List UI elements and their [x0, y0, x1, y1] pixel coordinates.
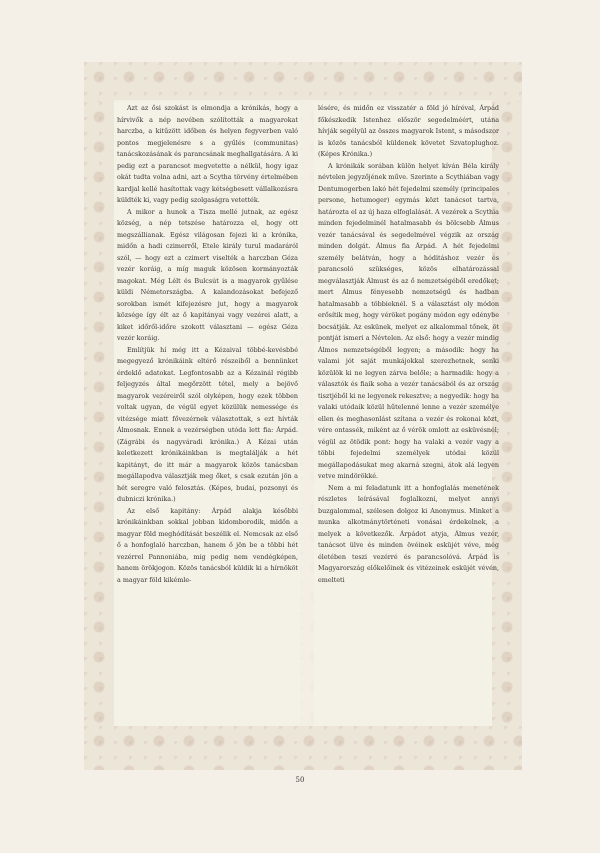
paragraph: Nem a mi feladatunk itt a honfoglalás menetének részletes leírásával foglalkozni, melyet annyi buzgalommal, szélesen dolgoz ki Anonymus. Minket a munka alkotmánytörténeti vonásai érdekelnek, a melyek a következők. Árpádot atyja, Álmus vezér, tanácsot ülve és minden övéinek esküjét véve, még életében teszi vezérré és parancsolóvá. Árpád is Magyarország előkelőinek és vitézeinek esküjét vévén, emelteti — [318, 483, 499, 584]
paragraph: Az első kapitány: Árpád alakja későbbi krónikáinkban sokkal jobban kidomborodik, midőn a magyar föld meghódítását beszélik el. Nemcsak az első ő a honfoglaló harczban, hanem ő jön be a többi hét vezérrel Pannoniába, mig pedig nem vendégképen, hanem örökjogon. Közös tanácsból küldik ki a hírnököt a magyar föld kikémle- — [117, 506, 298, 584]
text-column-left — [117, 103, 298, 723]
text-column-right — [318, 103, 499, 723]
ornamental-border-left — [84, 102, 114, 726]
ornamental-border-bottom — [84, 726, 522, 770]
paragraph: A krónikák sorában külön helyet kíván Béla király névtelen jegyzőjének műve. Szerinte a Scythiában vagy Dentumogerben lakó hét fejedelmi személy (principales persone, hetumoger) egymás közt tanácsot tartva, határozta el az új haza elfoglalását. A vezérek a Scythia minden fejedelminél hatalmasabb és bölcsebb Álmus vezér tanácsával és segedelmével végzik az ország minden dolgát. Álmus fia Árpád. A hét fejedelmi személy belátván, hogy a hóditáshoz vezér és parancsoló szükséges, közös elhatározással megválasztják Álmust és az ő nemzetségéből eredőket; mert Álmus fényesebb nemzetségű és hadban hatalmasabb a többieknél. S a választást oly módon erősítik meg, hogy véröket pogány módon egy edénybe bocsátják. Az eskünek, melyet ez alkalommal tőnek, öt pontját ismeri a Névtelen. Az első: hogy a vezér mindig Álmos nemzetségéből legyen; a második: hogy ha valami jót saját munkájokkal szerezhetnek, senki közülök ki ne legyen zárva belőle; a harmadik: hogy a választók és fiaik soha a vezér tanácsából és az ország tisztjéből ki ne legyenek rekesztve; a negyedik: hogy ha valaki utódaik közül hűtelenné lenne a vezér személye ellen és meghasonlást szítana a vezér és rokonai közt, vére ontassék, miként az ő vérök omlott az esküvésnél; végül az ötödik pont: hogy ha valaki a vezér vagy a többi fejedelmi személyek utódai közül megállapodásukat meg akarná szegni, átok alá legyen vetve mindörökké. — [318, 161, 499, 480]
paragraph: Azt az ősi szokást is elmondja a krónikás, hogy a hírvivők a nép nevében szólították a magyarokat harczba, a kitűzött időben és helyen fegyverben való pontos megjelenésre s a gyűlés (communitas) tanácskozásának és parancsának meghallgatására. A ki pedig ezt a parancsot megvetette a nélkül, hogy igaz okát tudta volna adni, azt a Scytha törvény értelmében kardjal kellé hasítottak vagy kétségbesett vállalkozásra küldték ki, vagy pedig szolgaságra vetették. — [117, 104, 298, 204]
paragraph: lésére, és midőn ez visszatér a föld jó híréval, Árpád főkészkedik Istenhez először segedelméért, utána hívják segélyül az összes magyarok Istent, s másodszor is közös tanácsból küldenek követet Szvatoplughoz. (Képes Krónika.) — [318, 104, 499, 158]
paragraph: A mikor a hunok a Tisza mellé jutnak, az egész község, a nép tetszése határozza el, hogy ott megszállianak. Egész világosan fejezi ki a krónika, midőn a hadi czimerről, Etele király turul madaráról szól, — hogy ezt a czimert viselték a harczban Géza vezér koráig, a míg maguk közösen kormányozták magokat. Még Lélt és Bulcsút is a magyarok gyűlése küldi Németországba. A kalandozásokat befejező sorokban ismét kifejezésre jut, hogy a magyarok községe így élt az ő kapitányai vagy vezérei alatt, a kiket időről-időre szokott választani — egész Géza vezér koráig. — [117, 207, 298, 342]
paragraph: Említjük hí még itt a Kézaival többé-kevésbbé megegyező krónikáink eltérő részeiből a bennünket érdeklő adatokat. Legfontosabb az a Kézainál régibb feljegyzés által megőrzött tétel, mely a bejövő magyarok vezéreiről szól olyképen, hogy ezek többen voltak ugyan, de végül egyet közülük nemessége és vitézsége miatt fővezérnek választottak, s ezt hívták Álmosnak. Ennek a vezérségben utóda lett fia: Árpád. (Zágrábi és nagyváradi krónika.) A Kézai után keletkezett krónikáinkban is megtalálják a hét kapitányt, de itt már a magyarok közös tanácsban megállapodva választják meg őket, s csak ezután jön a hét seregre való felosztás. (Képes, budai, pozsonyi és dubniczi krónika.) — [117, 345, 298, 503]
page-number: 50 — [295, 776, 305, 784]
ornamental-border-top — [84, 62, 522, 102]
